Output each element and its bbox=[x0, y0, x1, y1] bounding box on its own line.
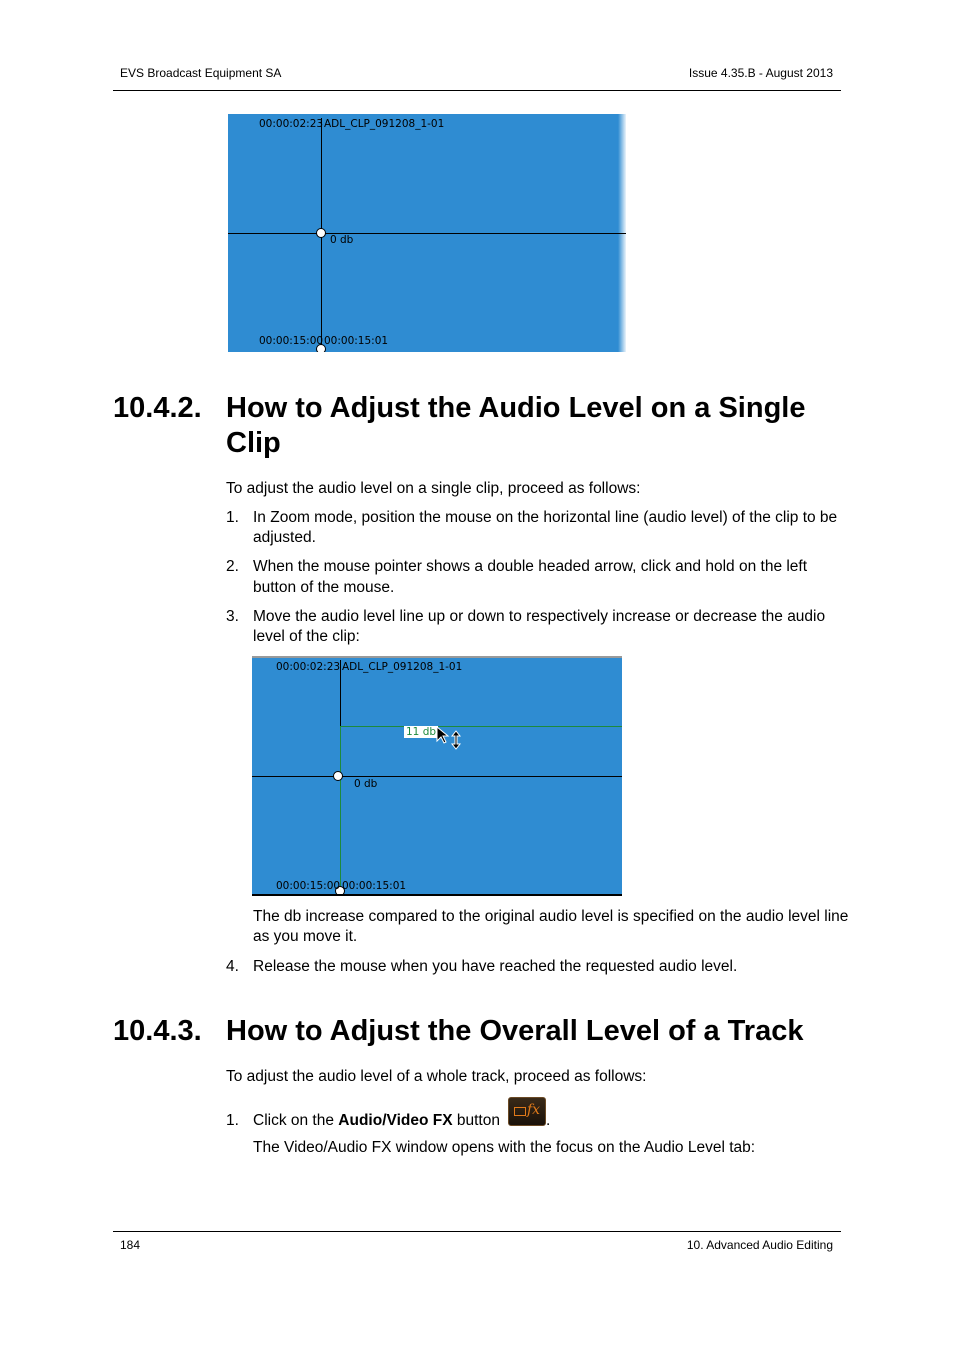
step-4-text: Release the mouse when you have reached the requested audio level. bbox=[253, 958, 738, 975]
footer-rule bbox=[113, 1231, 841, 1232]
section1-intro: To adjust the audio level on a single clip, proceed as follows: bbox=[226, 480, 641, 497]
step-1-text-b: adjusted. bbox=[253, 529, 316, 546]
footer-page-number: 184 bbox=[120, 1238, 141, 1252]
header-issue: Issue 4.35.B - August 2013 bbox=[688, 66, 833, 80]
level-handle[interactable] bbox=[333, 771, 343, 781]
step-1-text-a: In Zoom mode, position the mouse on the horizontal line (audio level) of the clip to be bbox=[253, 509, 838, 526]
s2-step-1-pre: Click on the bbox=[253, 1112, 339, 1129]
clip-name: ADL_CLP_091208_1-01 bbox=[342, 661, 463, 673]
bottom-timecode-out: 00:00:15:01 bbox=[324, 335, 389, 347]
header-publisher: EVS Broadcast Equipment SA bbox=[120, 66, 282, 80]
clip-name: ADL_CLP_091208_1-01 bbox=[324, 118, 445, 130]
audio-video-fx-button[interactable] bbox=[508, 1097, 546, 1126]
section-title-1b: Clip bbox=[226, 427, 281, 459]
section-title-2: How to Adjust the Overall Level of a Track bbox=[226, 1015, 804, 1047]
db-label: 0 db bbox=[330, 234, 354, 246]
step-3-number: 3. bbox=[226, 608, 239, 625]
s2-step-1-post: button bbox=[452, 1112, 500, 1129]
bottom-timecode-out: 00:00:15:01 bbox=[342, 880, 407, 892]
header-rule bbox=[113, 90, 841, 91]
step-4-number: 4. bbox=[226, 958, 239, 975]
note-text-a: The db increase compared to the original audio level is specified on the audio level line bbox=[253, 908, 849, 925]
adjusted-level-ramp bbox=[340, 726, 341, 894]
fx-frame-icon bbox=[514, 1107, 526, 1116]
footer-chapter: 10. Advanced Audio Editing bbox=[686, 1238, 833, 1252]
top-timecode: 00:00:02:23 bbox=[259, 118, 324, 130]
step-3-text-b: level of the clip: bbox=[253, 628, 360, 645]
step-2-text-a: When the mouse pointer shows a double headed arrow, click and hold on the left bbox=[253, 558, 808, 575]
section2-intro: To adjust the audio level of a whole track, proceed as follows: bbox=[226, 1068, 647, 1085]
s2-step-1-number: 1. bbox=[226, 1112, 239, 1129]
step-1-number: 1. bbox=[226, 509, 239, 526]
mouse-pointer-icon bbox=[436, 726, 466, 754]
top-timecode: 00:00:02:23 bbox=[276, 661, 341, 673]
level-handle[interactable] bbox=[316, 228, 326, 238]
original-level-line bbox=[252, 776, 622, 777]
bottom-timecode-in: 00:00:15:00 bbox=[276, 880, 341, 892]
step-3-text-a: Move the audio level line up or down to respectively increase or decrease the audio bbox=[253, 608, 826, 625]
s2-step-1-bold: Audio/Video FX bbox=[338, 1112, 453, 1129]
screenshot-adjust-level bbox=[252, 656, 622, 896]
note-text-b: as you move it. bbox=[253, 928, 358, 945]
audio-level-line bbox=[228, 233, 626, 234]
db-label: 0 db bbox=[354, 778, 378, 790]
s2-step-1-end: . bbox=[546, 1112, 551, 1129]
step-2-number: 2. bbox=[226, 558, 239, 575]
section-title-1a: How to Adjust the Audio Level on a Single bbox=[226, 392, 806, 424]
fx-button-label: fx bbox=[527, 1102, 541, 1118]
screenshot-zoom-mode bbox=[228, 114, 626, 352]
section-number-2: 10.4.3. bbox=[113, 1015, 202, 1047]
bottom-timecode-in: 00:00:15:00 bbox=[259, 335, 324, 347]
s2-step-1-text bbox=[253, 1111, 500, 1132]
step-2-text-b: button of the mouse. bbox=[253, 579, 395, 596]
level-value-label: 11 db bbox=[406, 726, 437, 738]
section-number-1: 10.4.2. bbox=[113, 392, 202, 424]
s2-step-1-result: The Video/Audio FX window opens with the focus on the Audio Level tab: bbox=[253, 1139, 756, 1156]
adjusted-level-line bbox=[340, 726, 622, 727]
